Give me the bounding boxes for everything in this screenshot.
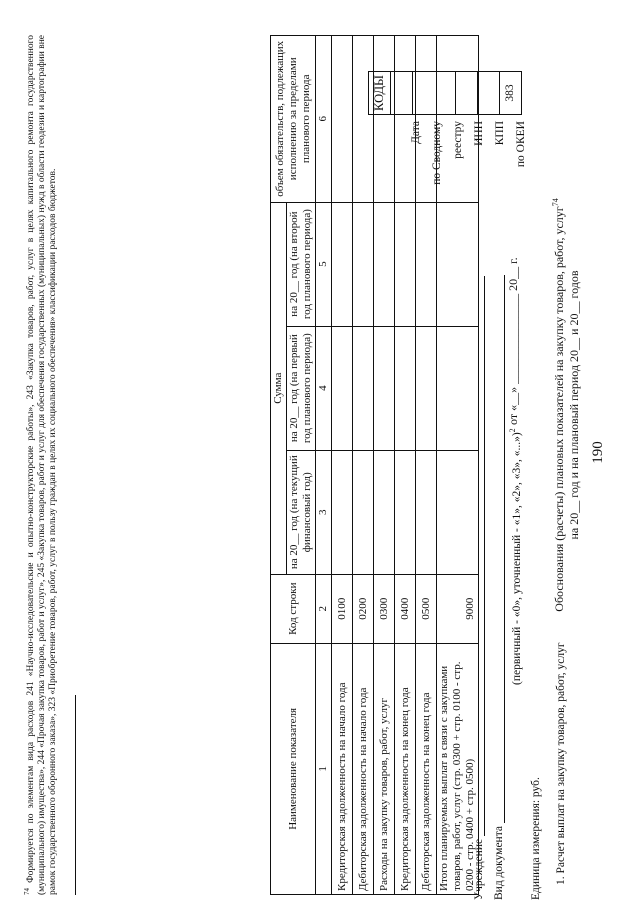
- codes-label-kpp: КПП: [494, 121, 506, 146]
- section-heading: 1. Расчет выплат на закупку товаров, работ, услуг: [555, 642, 567, 885]
- col-number: 6: [316, 36, 332, 203]
- footnote: [22, 35, 59, 895]
- row-cell[interactable]: [374, 450, 395, 574]
- row-cell[interactable]: [395, 450, 416, 574]
- col-number: 2: [316, 574, 332, 643]
- footnote-ref: 74: [23, 888, 31, 895]
- col-header-current-year: на 20__ год (на текущий финансовый год): [287, 450, 316, 574]
- row-cell[interactable]: [353, 326, 374, 450]
- codes-cell-okei: 383: [499, 72, 521, 114]
- row-cell[interactable]: [374, 326, 395, 450]
- row-cell[interactable]: [437, 36, 479, 203]
- page-number: 190: [590, 441, 606, 464]
- col-header-code: Код строки: [271, 574, 316, 643]
- table-row: [416, 36, 437, 895]
- row-name: Кредиторская задолженность на начало года: [332, 643, 353, 894]
- payments-table: [270, 35, 479, 895]
- table-row-total: [437, 36, 479, 895]
- row-cell[interactable]: [437, 202, 479, 326]
- row-code: 0200: [353, 574, 374, 643]
- codes-label-date: Дата: [410, 121, 422, 144]
- row-code: 0100: [332, 574, 353, 643]
- unit-of-measure: Единица измерения: руб.: [530, 777, 542, 900]
- form-title: [548, 155, 582, 655]
- table-row: [332, 36, 353, 895]
- row-cell[interactable]: [395, 36, 416, 203]
- codes-label-registry-2: реестру: [452, 121, 464, 159]
- codes-label-inn: ИНН: [473, 121, 485, 146]
- table-row: [395, 36, 416, 895]
- row-cell[interactable]: [374, 36, 395, 203]
- date-line: от «__» _______________ 20__ г.: [506, 257, 520, 425]
- row-code: 0400: [395, 574, 416, 643]
- row-name: Дебиторская задолженность на конец года: [416, 643, 437, 894]
- row-name: Дебиторская задолженность на начало года: [353, 643, 374, 894]
- footnote-text: Формируется по элементам вида расходов 241 «Научно-исследовательские и опытно-конструкторские работы», 243 «Закупка товаров, работ, услуг в целях капитального ремонта государственного (муниципального) имущества», 244 «Прочая закупка товаров, работ и услуг», 245 «Закупка товаров, работ и услуг для обеспечения государственных (муниципальных) нужд в области геодезии и картографии вне рамок государственного оборонного заказа», 323 «Приобретение товаров, работ, услуг в пользу граждан в целях их социального обеспечения» классификации расходов бюджетов.: [26, 35, 59, 895]
- doc-type-label: Вид документа: [493, 826, 505, 900]
- institution-input-line[interactable]: [484, 276, 485, 836]
- doc-type-hint-text: (первичный - «0», уточненный - «1», «2», «3», «...»): [510, 432, 523, 685]
- col-number: 1: [316, 643, 332, 894]
- row-cell[interactable]: [437, 450, 479, 574]
- row-cell[interactable]: [437, 326, 479, 450]
- col-number: 4: [316, 326, 332, 450]
- row-cell[interactable]: [416, 450, 437, 574]
- col-header-name: Наименование показателя: [271, 643, 316, 894]
- title-line-1: Обоснования (расчеты) плановых показателей на закупку товаров, работ, услуг: [552, 206, 566, 612]
- doc-type-field: [493, 275, 505, 900]
- row-code: 0500: [416, 574, 437, 643]
- title-line-2: на 20__ год и на плановый период 20__ и 20__ годов: [567, 270, 581, 540]
- table-row: [353, 36, 374, 895]
- row-name: Итого планируемых выплат в связи с закупками товаров, работ, услуг (стр. 0300 + стр. 0100 - стр. 0200 - стр. 0400 + стр. 0500): [437, 643, 479, 894]
- doc-type-input-line[interactable]: [504, 275, 505, 823]
- footnote-divider: [75, 695, 76, 895]
- title-footnote-ref: 74: [551, 198, 560, 207]
- row-cell[interactable]: [395, 202, 416, 326]
- col-header-beyond: объем обязательств, подлежащих исполнению за пределами планового периода: [271, 36, 316, 203]
- codes-cell-kpp[interactable]: [477, 72, 499, 114]
- col-number: 5: [316, 202, 332, 326]
- row-cell[interactable]: [353, 36, 374, 203]
- col-number: 3: [316, 450, 332, 574]
- col-header-first-plan-year: на 20__ год (на первый год планового периода): [287, 326, 316, 450]
- doc-type-hint-ref: 2: [508, 428, 517, 433]
- row-cell[interactable]: [332, 450, 353, 574]
- table-header-row-1: [271, 36, 287, 895]
- codes-header: КОДЫ: [372, 75, 386, 111]
- row-cell[interactable]: [374, 202, 395, 326]
- row-name: Расходы на закупку товаров, работ, услуг: [374, 643, 395, 894]
- row-cell[interactable]: [353, 202, 374, 326]
- row-name: Кредиторская задолженность на конец года: [395, 643, 416, 894]
- row-cell[interactable]: [353, 450, 374, 574]
- codes-label-okei: по ОКЕИ: [515, 121, 527, 168]
- codes-label-registry-1: по Сводному: [431, 121, 443, 185]
- row-cell[interactable]: [416, 202, 437, 326]
- col-header-second-plan-year: на 20__ год (на второй год планового периода): [287, 202, 316, 326]
- row-code: 9000: [437, 574, 479, 643]
- row-cell[interactable]: [395, 326, 416, 450]
- row-cell[interactable]: [416, 36, 437, 203]
- row-cell[interactable]: [416, 326, 437, 450]
- row-cell[interactable]: [332, 36, 353, 203]
- doc-type-hint: [508, 428, 523, 685]
- row-cell[interactable]: [332, 326, 353, 450]
- table-row: [374, 36, 395, 895]
- row-code: 0300: [374, 574, 395, 643]
- row-cell[interactable]: [332, 202, 353, 326]
- institution-label: Учреждение: [473, 838, 485, 900]
- table-number-row: [316, 36, 332, 895]
- col-header-sum-group: Сумма: [271, 202, 287, 574]
